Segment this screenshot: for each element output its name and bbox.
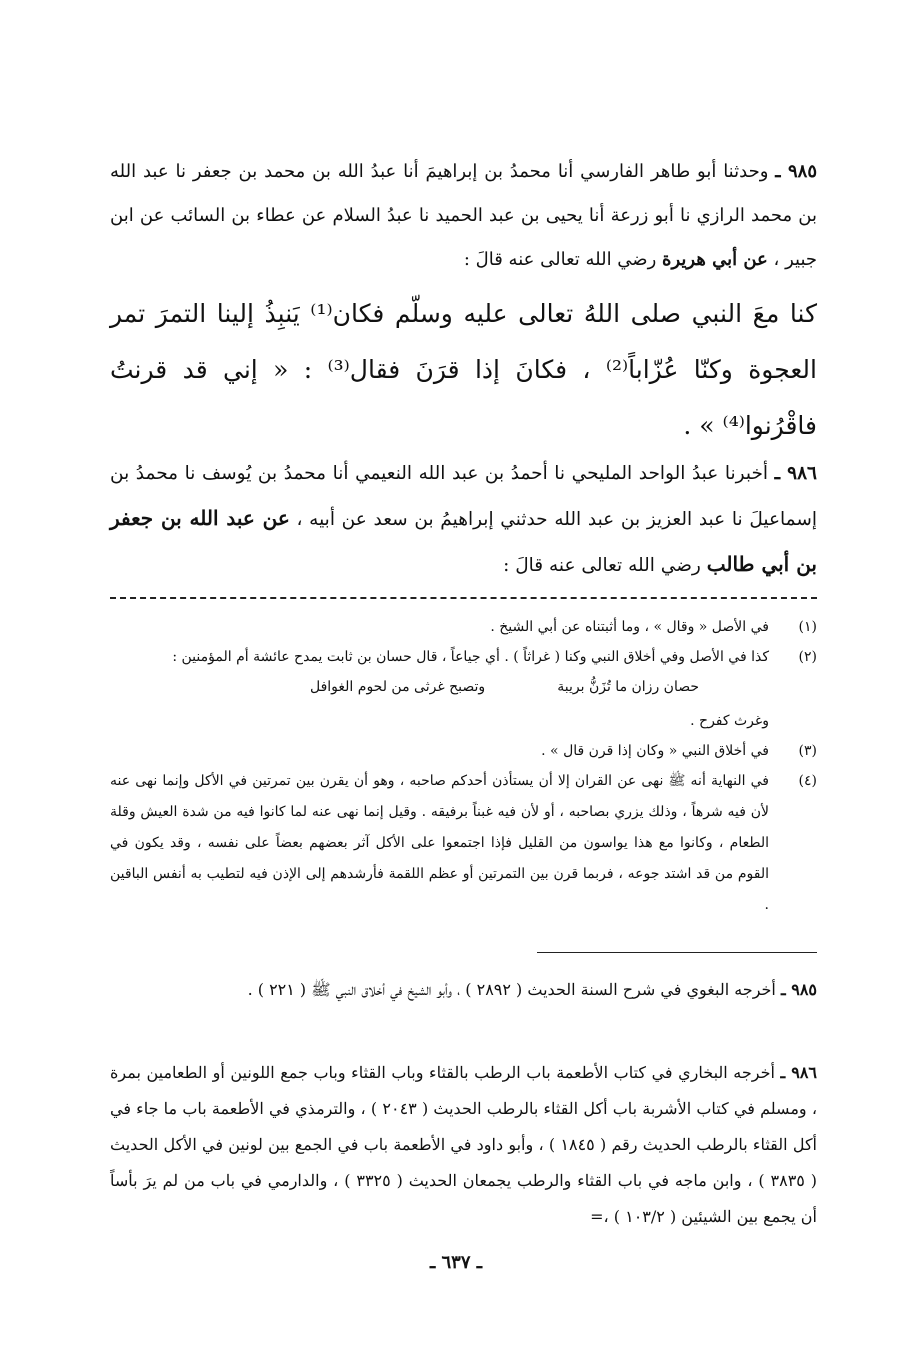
takhrij-separator: [537, 952, 817, 953]
footnote-2: [110, 642, 817, 736]
hadith-986-narrator: عن عبد الله بن جعفر بن أبي طالب: [110, 506, 817, 576]
hadith-985-matn-text: كنا معَ النبي صلى اللهُ تعالى عليه وسلّم فكان⁽¹⁾ يَنبِذُ إلينا التمرَ تمر العجوة وكنّا عُزّاباً⁽²⁾ ، فكانَ إذا قرَنَ فقال⁽³⁾ : « إني قد قرنتُ فاقْرُنوا⁽⁴⁾ » .: [110, 299, 817, 440]
hadith-985-chain-end: رضي الله تعالى عنه قالَ :: [463, 249, 657, 270]
footnote-number: (٤): [798, 773, 817, 789]
hadith-985-number: ٩٨٥ ـ: [775, 161, 817, 182]
footnote-text: في الأصل « وقال » ، وما أثبتناه عن أبي الشيخ .: [490, 619, 769, 635]
footnote-separator: [110, 597, 817, 599]
verse-second-hemistich: وتصبح غرثى من لحوم الغوافل: [310, 679, 486, 695]
hadith-986-chain: [110, 452, 817, 588]
footnote-number: (٣): [798, 743, 817, 759]
takhrij-985: [110, 972, 817, 1008]
hadith-985-matn: [110, 286, 817, 454]
footnote-text-continued: وغرث كفرح .: [690, 713, 769, 729]
footnote-number: (١): [798, 619, 817, 635]
footnote-text: كذا في الأصل وفي أخلاق النبي وكنا ( غراثاً ) . أي جياعاً ، قال حسان بن ثابت يمدح عائشة أم المؤمنين :: [172, 649, 769, 665]
footnote-1: [110, 612, 817, 642]
takhrij-986-text: أخرجه البخاري في كتاب الأطعمة باب الرطب بالقثاء وباب القثاء وباب جمع اللونين أو الطعامين بمرة ، ومسلم في كتاب الأشربة باب أكل القثاء بالرطب الحديث ( ٢٠٤٣ ) ، والترمذي في الأطعمة باب ما جاء في أكل القثاء بالرطب الحديث رقم ( ١٨٤٥ ) ، وأبو داود في الأطعمة باب في الجمع بين لونين في الأكل الحديث ( ٣٨٣٥ ) ، وابن ماجه في باب القثاء والرطب يجمعان الحديث ( ٣٣٢٥ ) ، والدارمي في باب من لم يرَ بأساً أن يجمع بين الشيئين ( ١٠٣/٢ ) ،=: [110, 1063, 818, 1226]
takhrij-986-number: ٩٨٦ ـ: [780, 1063, 817, 1082]
hadith-986-chain-text: أخبرنا عبدُ الواحد المليحي نا أحمدُ بن عبد الله النعيمي أنا محمدُ بن يُوسف نا محمدُ بن إسماعيلَ نا عبد العزيز بن عبد الله حدثني إبراهيمُ بن سعد عن أبيه ،: [110, 463, 817, 530]
takhrij-986: [110, 1055, 817, 1235]
poetry-verse: [110, 672, 769, 702]
takhrij-985-text: أخرجه البغوي في شرح السنة الحديث ( ٢٨٩٢ ) ، وأبو الشيخ في أخلاق النبي ﷺ ( ٢٢١ ) .: [247, 980, 776, 999]
verse-first-hemistich: حصان رزان ما تُزَنُّ بريبة: [557, 679, 699, 695]
footnote-3: [110, 736, 817, 766]
page-number: ـ ٦٣٧ ـ: [429, 1252, 483, 1273]
takhrij-985-number: ٩٨٥ ـ: [780, 980, 817, 999]
footnote-text: في النهاية أنه ﷺ نهى عن القران إلا أن يستأذن أحدكم صاحبه ، وهو أن يقرن بين تمرتين في الأكل وإنما نهى عنه لأن فيه شرهاً ، وذلك يزري بصاحبه ، أو لأن فيه غبناً برفيقه . وقيل إنما نهى عنه لما كانوا فيه من شدة العيش وقلة الطعام ، وكانوا مع هذا يواسون من القليل فإذا اجتمعوا على الأكل آثر بعضهم بعضاً على نفسه ، وقد يكون في القوم من قد اشتد جوعه ، فربما قرن بين التمرتين أو عظم اللقمة فأرشدهم إلى الإذن فيه لتطيب به أنفس الباقين .: [110, 773, 769, 913]
footnotes: [110, 612, 817, 921]
hadith-985-chain-text: وحدثنا أبو طاهر الفارسي أنا محمدُ بن إبراهيمَ أنا عبدُ الله بن محمد بن جعفر نا عبد الله بن محمد الرازي نا أبو زرعة أنا يحيى بن عبد الحميد نا عبدُ السلام عن عطاء بن السائب عن ابن جبير ،: [110, 161, 817, 270]
hadith-985-chain: [110, 150, 817, 282]
hadith-986-chain-end: رضي الله تعالى عنه قالَ :: [503, 555, 701, 576]
hadith-986-number: ٩٨٦ ـ: [774, 463, 817, 484]
footnote-4: [110, 766, 817, 921]
hadith-985-narrator: عن أبي هريرة: [662, 249, 768, 270]
footnote-number: (٢): [798, 649, 817, 665]
footnote-text: في أخلاق النبي « وكان إذا قرن قال » .: [541, 743, 769, 759]
